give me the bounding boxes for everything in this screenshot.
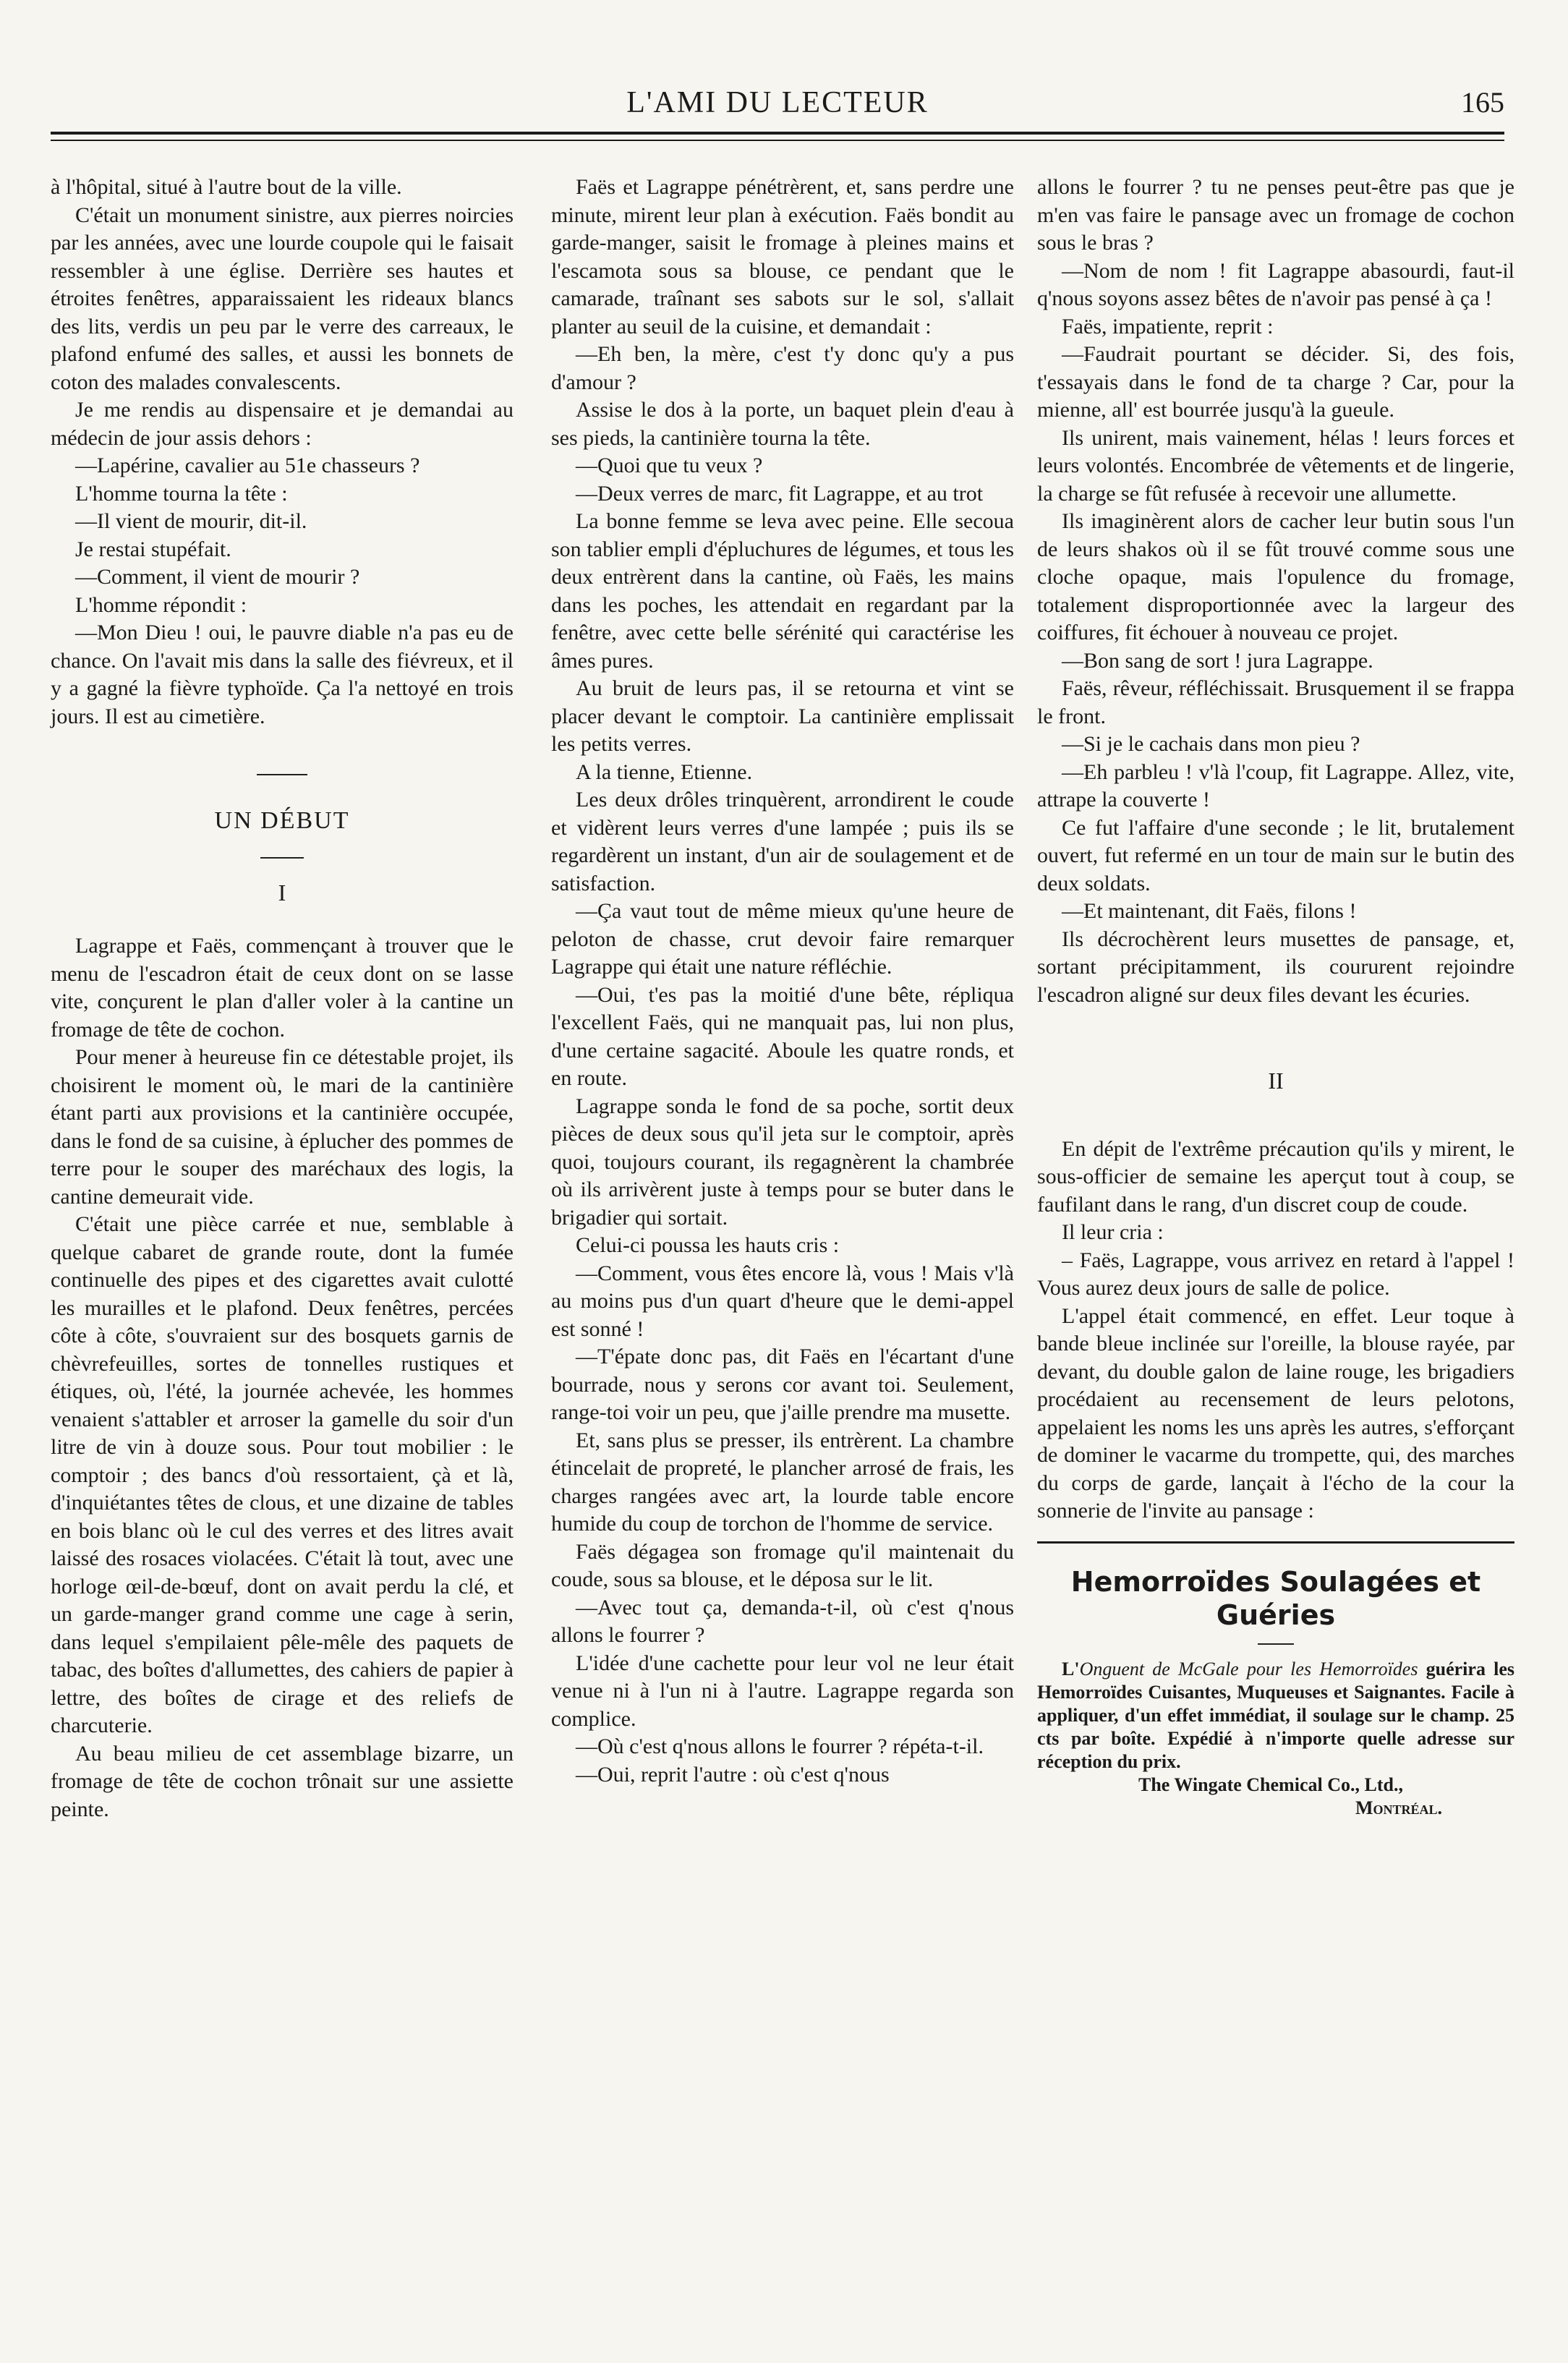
separator: [1258, 1643, 1294, 1645]
paragraph: Ce fut l'affaire d'une seconde ; le lit, brutalement ouvert, fut refermé en un tour de main sur le butin des deux soldats.: [1037, 815, 1514, 895]
paragraph: Faës, rêveur, réfléchissait. Brusquement il se frappa le front.: [1037, 676, 1514, 728]
paragraph: C'était une pièce carrée et nue, semblable à quelque cabaret de grande route, dont la fumée continuelle des pipes et des cigarettes avait culotté les murailles et le plafond. Deux fenêtres, percées côte à côte, s'ouvraient sur des bosquets garnis de chèvrefeuilles, sortes de tonnelles rustiques et étiques, où, l'été, la journée achevée, les hommes venaient s'attabler et arroser la gamelle du soir d'un litre de vin à douze sous. Pour tout mobilier : le comptoir ; des bancs d'où ressortaient, çà et là, d'inquiétantes têtes de clous, et une dizaine de tables en bois blanc où le cul des verres et des litres avait laissé des rosaces violacées. C'était là tout, avec une horloge œil-de-bœuf, dont on avait perdu la clé, et un garde-manger grand comme une cage à serin, dans lequel s'empilaient pêle-mêle des paquets de tabac, des boîtes d'allumettes, des cahiers de papier à lettre, des boîtes de cirage et des reliefs de charcuterie.: [51, 1212, 514, 1737]
paragraph: —Deux verres de marc, fit Lagrappe, et au trot: [576, 481, 984, 506]
paragraph: —Bon sang de sort ! jura Lagrappe.: [1062, 648, 1373, 673]
ad-text: guérira les Hemorroïdes Cuisantes, Muqueuses et Saignantes. Facile à appliquer, d'un effet immédiat, il soulage sur le champ. 25 cts par boîte. Expédié à n'importe quelle adresse sur réception du prix.: [1037, 1658, 1514, 1772]
paragraph: —Ça vaut tout de même mieux qu'une heure de peloton de chasse, crut devoir faire remarquer Lagrappe qui était une nature réfléchie.: [551, 899, 1014, 979]
paragraph: Faës dégagea son fromage qu'il maintenait du coude, sous sa blouse, et le déposa sur le lit.: [551, 1539, 1014, 1591]
advertisement-title-line: Hemorroïdes Soulagées et: [1070, 1565, 1481, 1598]
paragraph: —Où c'est q'nous allons le fourrer ? répéta-t-il.: [576, 1734, 984, 1758]
advertisement-rule: [1037, 1541, 1514, 1544]
paragraph: —Comment, il vient de mourir ?: [75, 565, 360, 589]
paragraph: —Si je le cachais dans mon pieu ?: [1062, 732, 1360, 756]
paragraph: —Lapérine, cavalier au 51e chasseurs ?: [75, 454, 420, 477]
paragraph: Je restai stupéfait.: [75, 537, 231, 561]
paragraph: —Eh parbleu ! v'là l'coup, fit Lagrappe. Allez, vite, attrape la couverte !: [1037, 759, 1514, 812]
paragraph: —Eh ben, la mère, c'est t'y donc qu'y a pus d'amour ?: [551, 342, 1014, 394]
running-title: L'AMI DU LECTEUR: [626, 86, 929, 119]
paragraph: —Il vient de mourir, dit-il.: [75, 509, 307, 533]
paragraph: à l'hôpital, situé à l'autre bout de la ville.: [51, 175, 402, 199]
header-rule-thin: [51, 140, 1504, 141]
paragraph: – Faës, Lagrappe, vous arrivez en retard à l'appel ! Vous aurez deux jours de salle de police.: [1037, 1248, 1514, 1300]
paragraph: —Quoi que tu veux ?: [576, 454, 763, 477]
paragraph: allons le fourrer ? tu ne penses peut-être pas que je m'en vas faire le pansage avec un fromage de cochon sous le bras ?: [1037, 175, 1514, 255]
paragraph: A la tienne, Etienne.: [576, 759, 753, 784]
part-number: I: [278, 879, 286, 906]
paragraph: Ils unirent, mais vainement, hélas ! leurs forces et leurs volontés. Encombrée de vêtements et de lingerie, la charge se fût refusée à recevoir une allumette.: [1037, 425, 1514, 506]
paragraph: —Mon Dieu ! oui, le pauvre diable n'a pas eu de chance. On l'avait mis dans la salle des fiévreux, et il y a gagné la fièvre typhoïde. Ça l'a nettoyé en trois jours. Il est au cimetière.: [51, 621, 514, 728]
paragraph: Ils décrochèrent leurs musettes de pansage, et, sortant précipitamment, ils coururent rejoindre l'escadron aligné sur deux files devant les écuries.: [1037, 927, 1514, 1007]
advertisement-signature: [1037, 1774, 1514, 1820]
paragraph: L'appel était commencé, en effet. Leur toque à bande bleue inclinée sur l'oreille, la blouse rayée, par devant, du double galon de laine rouge, les brigadiers procédaient au recensement de leurs pelotons, appelaient les noms les uns après les autres, s'efforçant de dominer le vacarme du trompette, qui, des marches du corps de garde, lançait à l'écho de la cour la sonnerie de l'invite au pansage :: [1037, 1303, 1514, 1523]
advertisement-title: [1037, 1565, 1514, 1632]
paragraph: C'était un monument sinistre, aux pierres noircies par les années, avec une lourde coupole qui le faisait ressembler à une église. Derrière ses hautes et étroites fenêtres, apparaissaient les rideaux blancs des lits, verdis un peu par le verre des carreaux, le plafond enfumé des salles, et aussi les bonnets de coton des malades convalescents.: [51, 203, 514, 394]
paragraph: —Faudrait pourtant se décider. Si, des fois, t'essayais dans le fond de ta charge ? Car, pour la mienne, all' est bourrée jusqu'à la gueule.: [1037, 342, 1514, 422]
paragraph: —Avec tout ça, demanda-t-il, où c'est q'nous allons le fourrer ?: [551, 1595, 1014, 1647]
paragraph: Lagrappe sonda le fond de sa poche, sortit deux pièces de deux sous qu'il jeta sur le comptoir, après quoi, toujours courant, ils regagnèrent la chambrée où ils arrivèrent juste à temps pour se buter dans le brigadier qui sortait.: [551, 1094, 1014, 1230]
ad-text: L': [1062, 1658, 1080, 1679]
paragraph: —Oui, t'es pas la moitié d'une bête, répliqua l'excellent Faës, qui ne manquait pas, lui non plus, d'une certaine sagacité. Aboule les quatre ronds, et en route.: [551, 982, 1014, 1090]
paragraph: Je me rendis au dispensaire et je demandai au médecin de jour assis dehors :: [51, 398, 514, 450]
advertisement: [1037, 1565, 1514, 1820]
paragraph: Celui-ci poussa les hauts cris :: [576, 1233, 840, 1257]
paragraph: Faës et Lagrappe pénétrèrent, et, sans perdre une minute, mirent leur plan à exécution. Faës bondit au garde-manger, saisit le fromage à pleines mains et l'escamota sous sa blouse, ce pendant que le camarade, traînant ses sabots sur le sol, s'allait planter au seuil de la cuisine, et demandait :: [551, 175, 1014, 339]
paragraph: L'homme tourna la tête :: [75, 481, 288, 506]
paragraph: Faës, impatiente, reprit :: [1062, 314, 1274, 339]
separator: [260, 857, 304, 859]
paragraph: Il leur cria :: [1062, 1220, 1164, 1244]
paragraph: —Oui, reprit l'autre : où c'est q'nous: [576, 1762, 890, 1787]
paragraph: En dépit de l'extrême précaution qu'ils y mirent, le sous-officier de semaine les aperçut tout à coup, se faufilant dans le rang, d'un discret coup de coude.: [1037, 1136, 1514, 1217]
paragraph: Lagrappe et Faës, commençant à trouver que le menu de l'escadron était de ceux dont on se lasse vite, conçurent le plan d'aller voler à la cantine un fromage de tête de cochon.: [51, 934, 514, 1042]
company-name: The Wingate Chemical Co., Ltd.,: [1138, 1774, 1403, 1795]
story-title: UN DÉBUT: [214, 807, 350, 834]
paragraph: —Comment, vous êtes encore là, vous ! Mais v'là au moins pus d'un quart d'heure que le demi-appel est sonné !: [551, 1261, 1014, 1341]
paragraph: Au beau milieu de cet assemblage bizarre, un fromage de tête de cochon trônait sur une assiette peinte.: [51, 1741, 514, 1821]
paragraph: Ils imaginèrent alors de cacher leur butin sous l'un de leurs shakos où il se fût trouvé comme sous une cloche opaque, mais l'opulence du fromage, totalement disproportionnée avec la largeur des coiffures, fit échouer à nouveau ce projet.: [1037, 509, 1514, 644]
column-right: [1037, 174, 1514, 1820]
paragraph: Pour mener à heureuse fin ce détestable projet, ils choisirent le moment où, le mari de la cantinière étant parti aux provisions et la cantinière occupée, dans le fond de sa cuisine, à éplucher des pommes de terre pour le souper des maréchaux des logis, la cantine demeurait vide.: [51, 1045, 514, 1209]
separator: [257, 774, 307, 775]
paragraph: —T'épate donc pas, dit Faës en l'écartant d'une bourrade, nous y serons cor avant toi. Seulement, range-toi voir un peu, que j'aille prendre ma musette.: [551, 1345, 1014, 1424]
header-rule-thick: [51, 132, 1504, 135]
page-number: 165: [1461, 86, 1504, 119]
paragraph: Les deux drôles trinquèrent, arrondirent le coude et vidèrent leurs verres d'une lampée ; puis ils se regardèrent un instant, d'un air de soulagement et de satisfaction.: [551, 788, 1014, 895]
advertisement-title-line: Guéries: [1216, 1598, 1336, 1631]
company-city: Montréal.: [1355, 1797, 1443, 1818]
paragraph: —Nom de nom ! fit Lagrappe abasourdi, faut-il q'nous soyons assez bêtes de n'avoir pas pensé à ça !: [1037, 258, 1514, 310]
paragraph: L'homme répondit :: [75, 592, 247, 617]
paragraph: —Et maintenant, dit Faës, filons !: [1062, 899, 1357, 923]
paragraph: La bonne femme se leva avec peine. Elle secoua son tablier empli d'épluchures de légumes, et tous les deux entrèrent dans la cantine, où Faës, les mains dans les poches, les attendait en regardant par la fenêtre, avec cette belle sérénité qui caractérise les âmes pures.: [551, 509, 1014, 673]
paragraph: Au bruit de leurs pas, il se retourna et vint se placer devant le comptoir. La cantinière emplissait les petits verres.: [551, 676, 1014, 756]
advertisement-body: [1037, 1658, 1514, 1774]
page-header: [51, 85, 1504, 129]
paragraph: Assise le dos à la porte, un baquet plein d'eau à ses pieds, la cantinière tourna la tête.: [551, 398, 1014, 450]
paragraph: L'idée d'une cachette pour leur vol ne leur était venue ni à l'un ni à l'autre. Lagrappe regarda son complice.: [551, 1651, 1014, 1731]
part-number: II: [1268, 1068, 1284, 1094]
column-middle: [551, 174, 1014, 1789]
paragraph: Et, sans plus se presser, ils entrèrent. La chambre étincelait de propreté, le plancher arrosé de frais, les charges rangées avec art, la lourde table encore humide du coup de torchon de l'homme de service.: [551, 1428, 1014, 1536]
column-left: [51, 174, 514, 1823]
product-name: Onguent de McGale pour les Hemorroïdes: [1079, 1658, 1418, 1679]
